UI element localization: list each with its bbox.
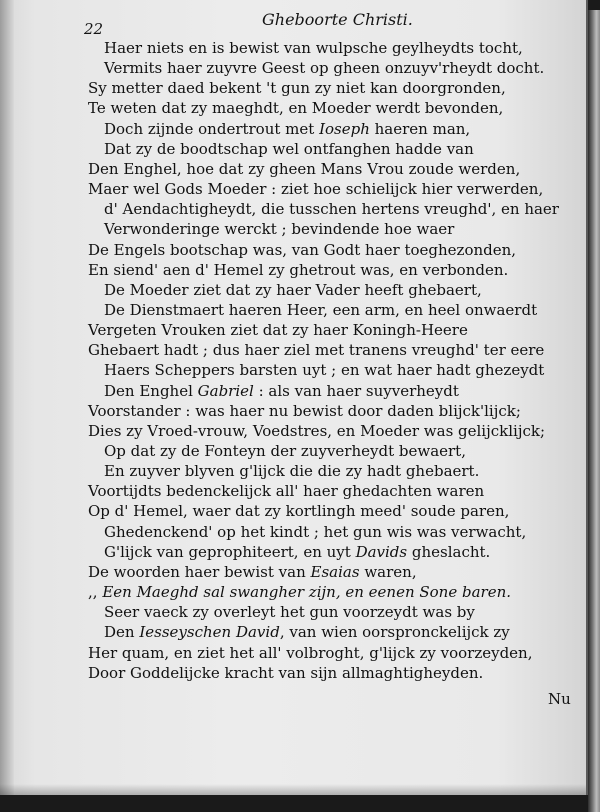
italic-segment: Esaias xyxy=(310,562,360,581)
verse-line xyxy=(88,340,544,360)
text-segment: De Moeder ziet dat zy haer Vader heeft ghebaert, xyxy=(104,280,482,299)
page-number: 22 xyxy=(84,20,104,38)
text-segment: Door Goddelijcke kracht van sijn allmaghtigheyden. xyxy=(88,663,484,682)
text-segment: Den Enghel, hoe dat zy gheen Mans Vrou zoude werden, xyxy=(88,159,521,178)
verse-line xyxy=(88,240,516,260)
verse-line xyxy=(104,219,454,239)
text-segment: De Engels bootschap was, van Godt haer toeghezonden, xyxy=(88,240,517,259)
text-segment: Doch zijnde ondertrout met xyxy=(104,119,320,138)
text-segment: Den Enghel xyxy=(104,381,198,400)
text-segment: Op dat zy de Fonteyn der zuyverheydt bewaert, xyxy=(104,442,466,460)
text-segment: De woorden haer bewist van xyxy=(88,562,311,581)
text-segment: Sy metter daed bekent 't gun zy niet kan doorgronden, xyxy=(88,79,506,98)
text-segment: Dies zy Vroed-vrouw, Voedstres, en Moeder was gelijcklijck; xyxy=(88,421,546,440)
text-segment: Op d' Hemel, waer dat zy kortlingh meed' soude paren, xyxy=(88,502,510,521)
italic-segment: Een Maeghd sal swangher zijn, en eenen Sone baren. xyxy=(102,583,512,602)
verse-line xyxy=(88,401,521,421)
verse-line xyxy=(104,522,526,542)
text-segment: Haer niets en is bewist van wulpsche geylheydts tocht, xyxy=(104,39,523,57)
text-segment: Vergeten Vrouken ziet dat zy haer Koningh-Heere xyxy=(88,321,468,340)
verse-line xyxy=(104,441,466,461)
text-segment: Her quam, en ziet het all' volbroght, g'lijck zy voorzeyden, xyxy=(88,643,533,662)
text-segment: De Dienstmaert haeren Heer, een arm, en heel onwaerdt xyxy=(104,300,538,319)
text-segment: Te weten dat zy maeghdt, en Moeder werdt bevonden, xyxy=(88,99,504,118)
text-segment: En zuyver blyven g'lijck die die zy hadt ghebaert. xyxy=(104,462,480,481)
verse-line xyxy=(104,300,537,320)
verse-line xyxy=(88,98,503,118)
text-segment: Verwonderinge werckt ; bevindende hoe waer xyxy=(104,220,455,239)
verse-line xyxy=(104,280,482,300)
next-page-edge xyxy=(588,10,600,812)
text-segment: Vermits haer zuyvre Geest op gheen onzuyv'rheydt docht. xyxy=(104,59,545,78)
verse-line xyxy=(104,58,544,78)
verse-line xyxy=(88,582,511,602)
verse-line xyxy=(88,562,417,582)
text-segment: Den xyxy=(104,623,140,642)
text-segment: Voorstander : was haer nu bewist door daden blijck'lijck; xyxy=(88,401,521,420)
text-segment: haeren man, xyxy=(369,119,471,138)
verse-line xyxy=(88,501,509,521)
page-header xyxy=(0,8,586,38)
text-segment: : als van haer suyverheydt xyxy=(253,381,459,400)
text-segment: ,, xyxy=(88,583,103,602)
verse-line xyxy=(88,643,532,663)
verse-line xyxy=(88,260,508,280)
text-segment: , van wien oorspronckelijck zy xyxy=(279,623,510,642)
text-segment: Voortijdts bedenckelijck all' haer ghedachten waren xyxy=(88,482,485,501)
italic-segment: Davids xyxy=(355,542,408,561)
page-bottom-shadow xyxy=(0,784,586,795)
text-segment: Seer vaeck zy overleyt het gun voorzeydt was by xyxy=(104,603,475,622)
verse-line xyxy=(104,381,459,401)
text-segment: Haers Scheppers barsten uyt ; en wat haer hadt ghezeydt xyxy=(104,361,545,380)
verse-line xyxy=(104,602,475,622)
text-segment: Ghebaert hadt ; dus haer ziel met tranens vreughd' ter eere xyxy=(88,341,545,360)
verse-line xyxy=(88,78,506,98)
text-segment: waren, xyxy=(359,562,417,581)
verse-line xyxy=(88,663,483,683)
text-segment: Ghedenckend' op het kindt ; het gun wis was verwacht, xyxy=(104,522,527,541)
text-segment: En siend' aen d' Hemel zy ghetrout was, en verbonden. xyxy=(88,260,509,279)
running-title: Gheboorte Christi. xyxy=(262,10,413,29)
verse-line xyxy=(104,542,490,562)
binding-gutter xyxy=(0,0,14,795)
verse-line xyxy=(88,159,520,179)
italic-segment: Ioseph xyxy=(319,119,370,138)
verse-line xyxy=(104,139,474,159)
italic-segment: Iesseyschen David xyxy=(139,623,280,642)
verse-line xyxy=(88,421,545,441)
text-segment: G'lijck van geprophiteert, en uyt xyxy=(104,542,356,561)
verse-line xyxy=(104,38,523,58)
verse-line xyxy=(88,481,484,501)
verse-line xyxy=(104,461,479,481)
verse-line xyxy=(104,360,544,380)
verse-line xyxy=(88,179,543,199)
catchword: Nu xyxy=(548,690,571,708)
verse-line xyxy=(104,622,510,642)
text-segment: gheslacht. xyxy=(407,542,491,561)
text-segment: d' Aendachtigheydt, die tusschen hertens vreughd', en haer xyxy=(104,200,559,219)
italic-segment: Gabriel xyxy=(197,381,254,400)
verse-line xyxy=(104,119,470,139)
verse-line xyxy=(104,199,559,219)
text-segment: Dat zy de boodtschap wel ontfanghen hadde van xyxy=(104,139,474,158)
verse-line xyxy=(88,320,468,340)
text-segment: Maer wel Gods Moeder : ziet hoe schielijck hier verwerden, xyxy=(88,180,544,199)
